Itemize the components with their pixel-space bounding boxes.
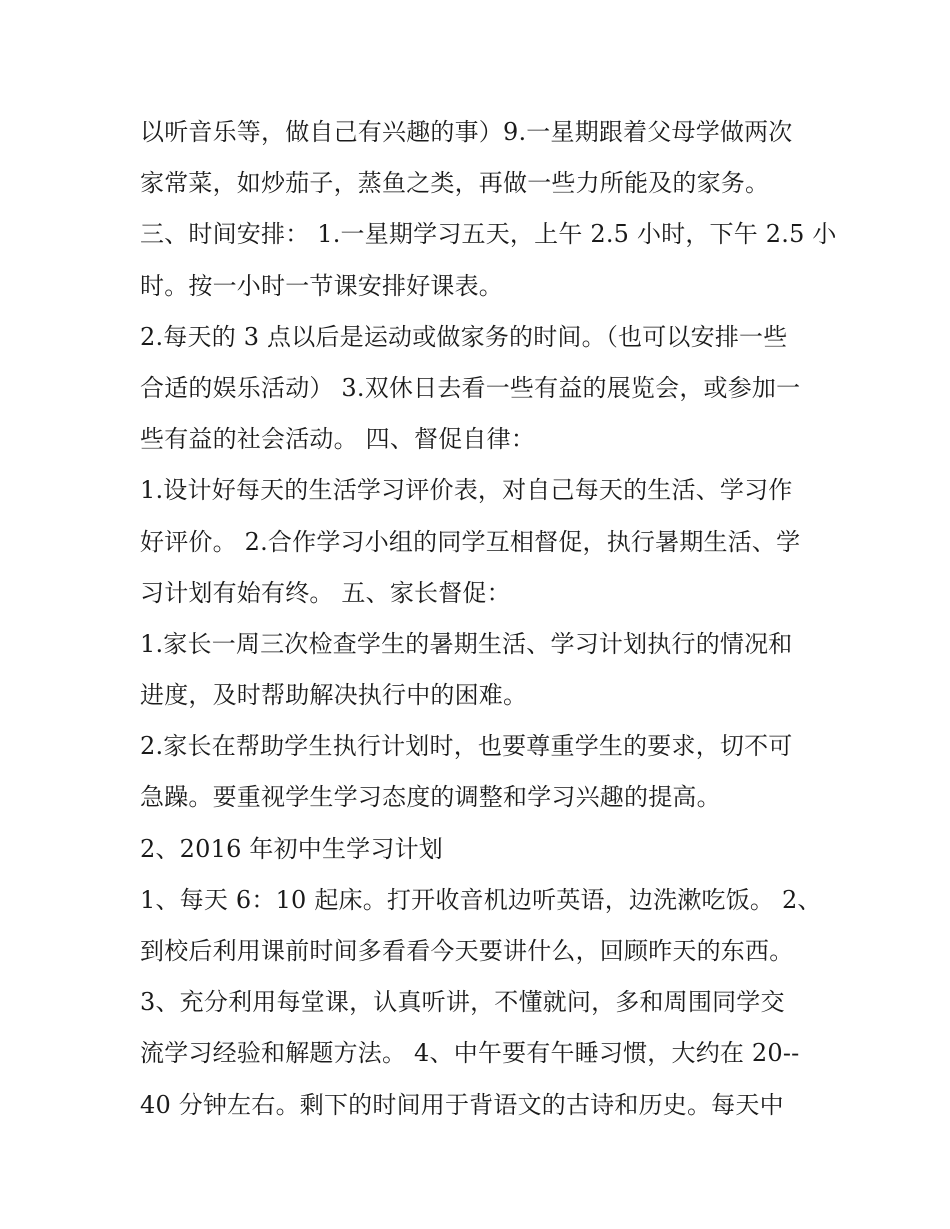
text-line: 进度，及时帮助解决执行中的困难。	[140, 681, 528, 710]
text-line: 急躁。要重视学生学习态度的调整和学习兴趣的提高。	[140, 783, 721, 812]
text-line: 三、时间安排： 1.一星期学习五天，上午 2.5 小时，下午 2.5 小	[140, 220, 837, 249]
text-line: 1.家长一周三次检查学生的暑期生活、学习计划执行的情况和	[140, 629, 793, 658]
text-line: 家常菜，如炒茄子，蒸鱼之类，再做一些力所能及的家务。	[140, 169, 770, 198]
text-line: 习计划有始有终。 五、家长督促：	[140, 578, 511, 607]
text-line: 到校后利用课前时间多看看今天要讲什么，回顾昨天的东西。	[140, 937, 794, 965]
text-line: 40 分钟左右。剩下的时间用于背语文的古诗和历史。每天中	[140, 1090, 784, 1119]
text-line: 流学习经验和解题方法。 4、中午要有午睡习惯，大约在 20--	[140, 1039, 800, 1068]
text-line: 以听音乐等，做自己有兴趣的事）9.一星期跟着父母学做两次	[140, 118, 793, 146]
section-heading: 2、2016 年初中生学习计划	[140, 834, 443, 863]
text-line: 些有益的社会活动。 四、督促自律：	[140, 425, 536, 454]
text-line: 3、充分利用每堂课，认真听讲，不懂就问，多和周围同学交	[140, 988, 785, 1017]
text-line: 1.设计好每天的生活学习评价表，对自己每天的生活、学习作	[140, 476, 793, 505]
text-line: 时。按一小时一节课安排好课表。	[140, 271, 503, 300]
document-body	[140, 107, 837, 1131]
text-line: 2.每天的 3 点以后是运动或做家务的时间。（也可以安排一些	[140, 322, 788, 351]
text-line: 合适的娱乐活动） 3.双休日去看一些有益的展览会，或参加一	[140, 373, 801, 402]
text-line: 2.家长在帮助学生执行计划时，也要尊重学生的要求，切不可	[140, 732, 793, 761]
text-line: 1、每天 6：10 起床。打开收音机边听英语，边洗漱吃饭。 2、	[140, 885, 822, 914]
text-line: 好评价。 2.合作学习小组的同学互相督促，执行暑期生活、学	[140, 527, 801, 556]
